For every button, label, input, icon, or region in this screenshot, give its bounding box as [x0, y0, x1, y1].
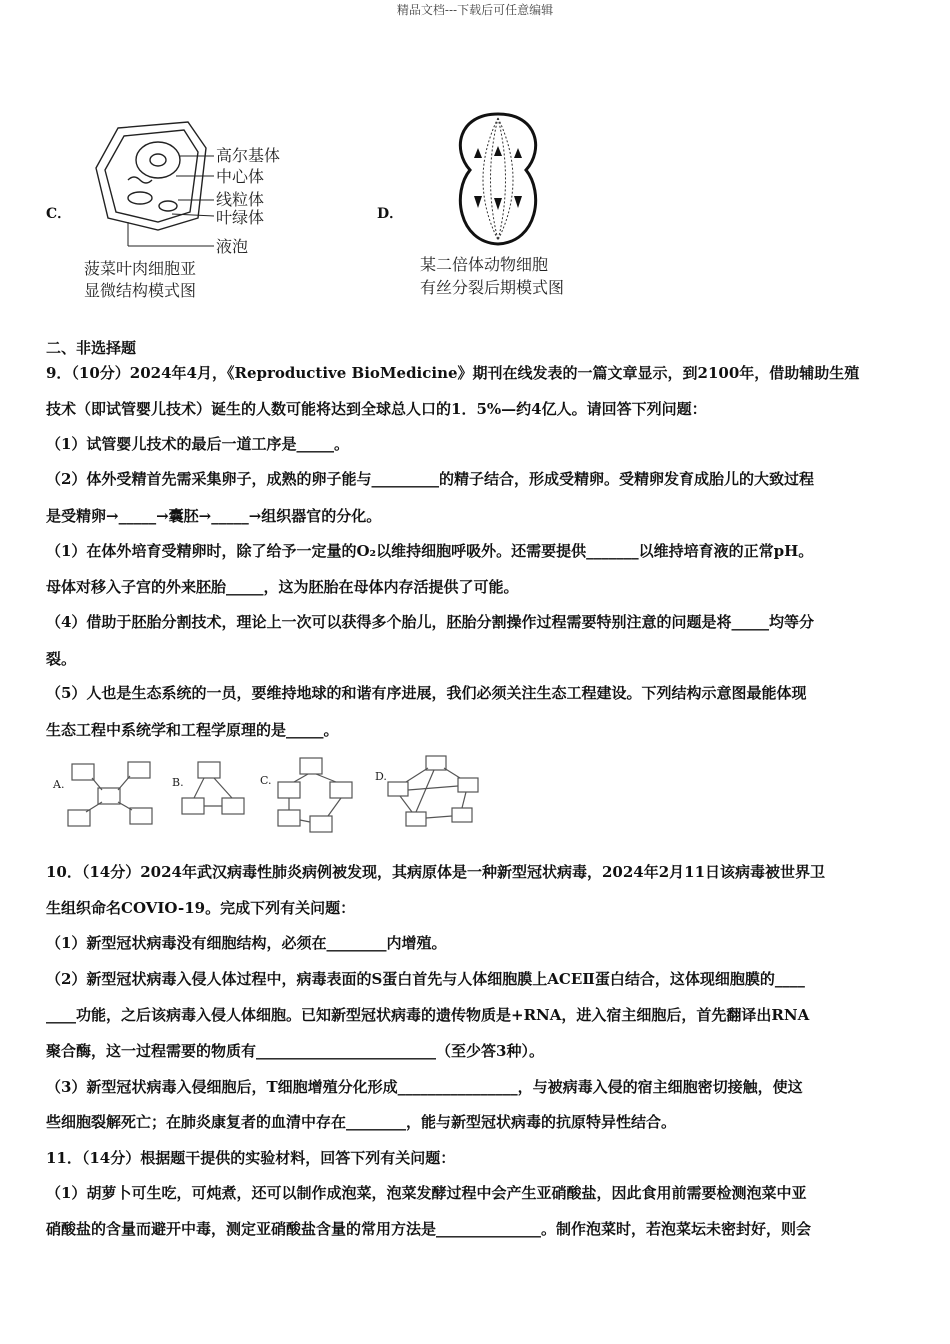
- structure-diagrams: [46, 750, 496, 840]
- q9-line-4: （2）体外受精首先需采集卵子，成熟的卵子能与_________的精子结合，形成受精卵。受精卵发育成胎儿的大致过程: [46, 470, 814, 488]
- q9-line-1: 9．（10分）2024年4月，《Reproductive BioMedicine》期刊在线发表的一篇文章显示，到2100年，借助辅助生殖: [46, 364, 860, 382]
- q10-line-4: （2）新型冠状病毒入侵人体过程中，病毒表面的S蛋白首先与人体细胞膜上ACEⅡ蛋白结合，这体现细胞膜的____: [46, 970, 805, 988]
- q10-line-8: 些细胞裂解死亡；在肺炎康复者的血清中存在________，能与新型冠状病毒的抗原特异性结合。: [46, 1113, 677, 1131]
- q9-line-7: 母体对移入子宫的外来胚胎_____，这为胚胎在母体内存活提供了可能。: [46, 578, 519, 596]
- q9-line-6: （1）在体外培育受精卵时，除了给予一定量的O₂以维持细胞呼吸外。还需要提供_______以维持培育液的正常pH。: [46, 542, 814, 560]
- q9-line-11: 生态工程中系统学和工程学原理的是_____。: [46, 721, 339, 739]
- d-caption-1: 某二倍体动物细胞: [420, 255, 549, 274]
- label-golgi: 高尔基体: [216, 146, 281, 165]
- d-caption-2: 有丝分裂后期模式图: [420, 278, 565, 297]
- q11-line-2: （1）胡萝卜可生吃，可炖煮，还可以制作成泡菜，泡菜发酵过程中会产生亚硝酸盐，因此食用前需要检测泡菜中亚: [46, 1184, 807, 1202]
- q9-line-2: 技术（即试管婴儿技术）诞生的人数可能将达到全球总人口的1．5%—约4亿人。请回答下列问题：: [46, 400, 707, 418]
- q9-line-9: 裂。: [46, 650, 77, 668]
- diagram-label-a: A.: [53, 778, 65, 791]
- c-caption-2: 显微结构模式图: [84, 281, 197, 300]
- label-chloroplast: 叶绿体: [216, 208, 265, 227]
- q11-line-3: 硝酸盐的含量而避开中毒，测定亚硝酸盐含量的常用方法是______________。制作泡菜时，若泡菜坛未密封好，则会: [46, 1220, 812, 1238]
- q10-line-1: 10．（14分）2024年武汉病毒性肺炎病例被发现，其病原体是一种新型冠状病毒，2024年2月11日该病毒被世界卫: [46, 863, 826, 881]
- diagram-label-b: B.: [172, 776, 184, 789]
- page-header: 精品文档---下载后可任意编辑: [396, 3, 554, 17]
- label-mitochondria: 线粒体: [216, 190, 265, 209]
- q10-line-2: 生组织命名COVIO-19。完成下列有关问题：: [46, 899, 356, 917]
- q10-line-6: 聚合酶，这一过程需要的物质有________________________（至少答3种）。: [46, 1042, 544, 1060]
- q11-line-1: 11．（14分）根据题干提供的实验材料，回答下列有关问题：: [46, 1149, 456, 1167]
- q10-line-7: （3）新型冠状病毒入侵细胞后，T细胞增殖分化形成________________，与被病毒入侵的宿主细胞密切接触，使这: [46, 1078, 803, 1096]
- section-heading: 二、非选择题: [46, 339, 137, 357]
- q9-line-3: （1）试管婴儿技术的最后一道工序是_____。: [46, 435, 349, 453]
- q10-line-5: ____功能，之后该病毒入侵人体细胞。已知新型冠状病毒的遗传物质是+RNA，进入宿主细胞后，首先翻译出RNA: [46, 1006, 810, 1024]
- option-c-label: C．: [46, 206, 72, 222]
- animal-cell-anaphase-diagram: [448, 110, 548, 250]
- q9-line-5: 是受精卵→_____→囊胚→_____→组织器官的分化。: [46, 507, 382, 525]
- q10-line-3: （1）新型冠状病毒没有细胞结构，必须在________内增殖。: [46, 934, 447, 952]
- plant-cell-diagram: [88, 118, 288, 258]
- label-vacuole: 液泡: [216, 237, 249, 256]
- q9-line-10: （5）人也是生态系统的一员，要维持地球的和谐有序进展，我们必须关注生态工程建设。下列结构示意图最能体现: [46, 684, 807, 702]
- c-caption-1: 菠菜叶肉细胞亚: [84, 259, 197, 278]
- label-centrosome: 中心体: [216, 167, 265, 186]
- q9-line-8: （4）借助于胚胎分割技术，理论上一次可以获得多个胎儿，胚胎分割操作过程需要特别注意的问题是将_____均等分: [46, 613, 814, 631]
- diagram-label-d: D.: [375, 770, 387, 783]
- option-d-label: D．: [377, 206, 404, 222]
- diagram-label-c: C.: [260, 774, 272, 787]
